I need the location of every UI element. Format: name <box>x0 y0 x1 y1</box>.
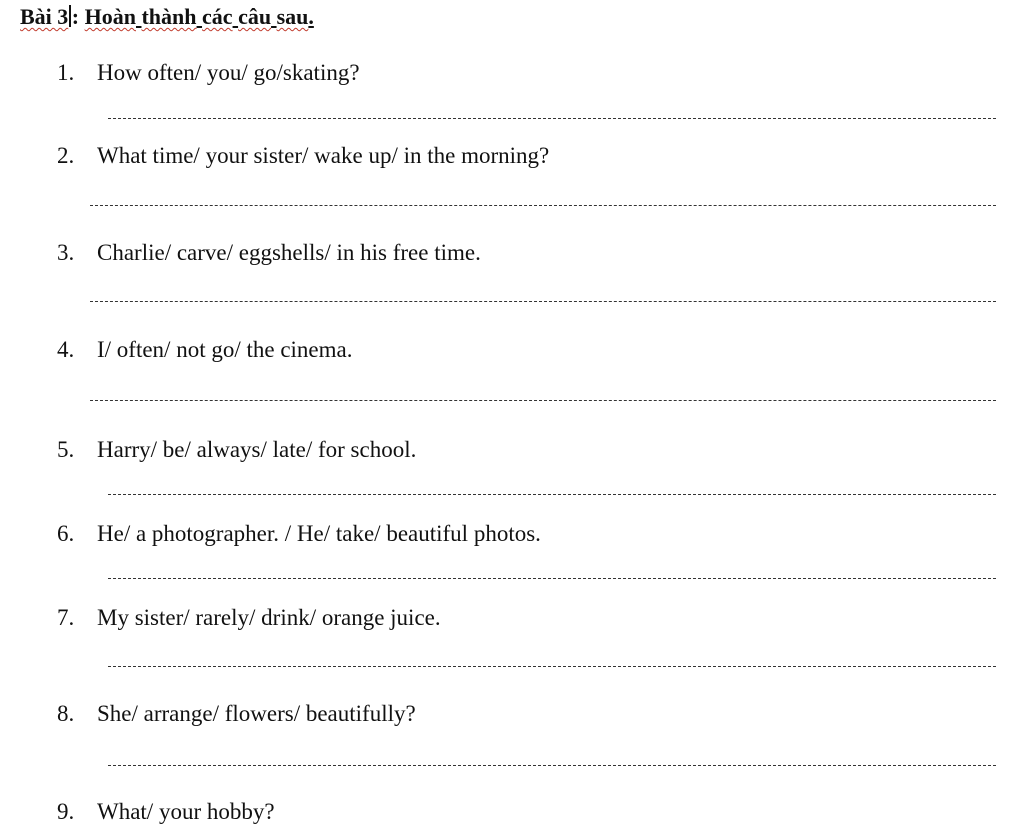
exercise-item-4 <box>57 337 352 363</box>
heading-prefix: Bài 3 <box>20 4 69 29</box>
answer-line-8[interactable] <box>108 765 996 766</box>
item-number: 4. <box>57 337 75 362</box>
exercise-item-7 <box>57 605 441 631</box>
heading-word-2: thành <box>141 4 197 29</box>
item-prompt: How often/ you/ go/skating? <box>97 60 360 85</box>
exercise-item-1 <box>57 60 360 86</box>
exercise-item-6 <box>57 521 541 547</box>
item-prompt: What/ your hobby? <box>97 799 275 824</box>
answer-line-7[interactable] <box>108 666 996 667</box>
answer-line-3[interactable] <box>90 301 996 302</box>
exercise-heading <box>20 4 314 30</box>
answer-line-2[interactable] <box>90 205 996 206</box>
answer-line-1[interactable] <box>108 118 996 119</box>
answer-line-4[interactable] <box>90 400 996 401</box>
exercise-item-9 <box>57 799 275 825</box>
item-prompt: She/ arrange/ flowers/ beautifully? <box>97 701 416 726</box>
exercise-item-2 <box>57 143 549 169</box>
answer-line-5[interactable] <box>108 494 996 495</box>
item-prompt: Charlie/ carve/ eggshells/ in his free time. <box>97 240 481 265</box>
exercise-item-3 <box>57 240 481 266</box>
heading-word-3: các <box>202 4 233 29</box>
heading-colon: : <box>71 4 80 29</box>
item-number: 2. <box>57 143 75 168</box>
heading-word-4: câu <box>238 4 272 29</box>
answer-line-6[interactable] <box>108 578 996 579</box>
heading-word-5: sau <box>276 4 309 29</box>
item-prompt: What time/ your sister/ wake up/ in the morning? <box>97 143 550 168</box>
exercise-item-8 <box>57 701 416 727</box>
item-number: 6. <box>57 521 75 546</box>
heading-period: . <box>308 4 314 29</box>
item-number: 3. <box>57 240 75 265</box>
item-number: 8. <box>57 701 75 726</box>
item-prompt: I/ often/ not go/ the cinema. <box>97 337 353 362</box>
item-prompt: My sister/ rarely/ drink/ orange juice. <box>97 605 441 630</box>
item-number: 1. <box>57 60 75 85</box>
item-prompt: Harry/ be/ always/ late/ for school. <box>97 437 417 462</box>
text-cursor <box>69 5 71 27</box>
item-number: 5. <box>57 437 75 462</box>
item-prompt: He/ a photographer. / He/ take/ beautiful photos. <box>97 521 541 546</box>
heading-word-1: Hoàn <box>84 4 136 29</box>
exercise-item-5 <box>57 437 416 463</box>
item-number: 9. <box>57 799 75 824</box>
item-number: 7. <box>57 605 75 630</box>
